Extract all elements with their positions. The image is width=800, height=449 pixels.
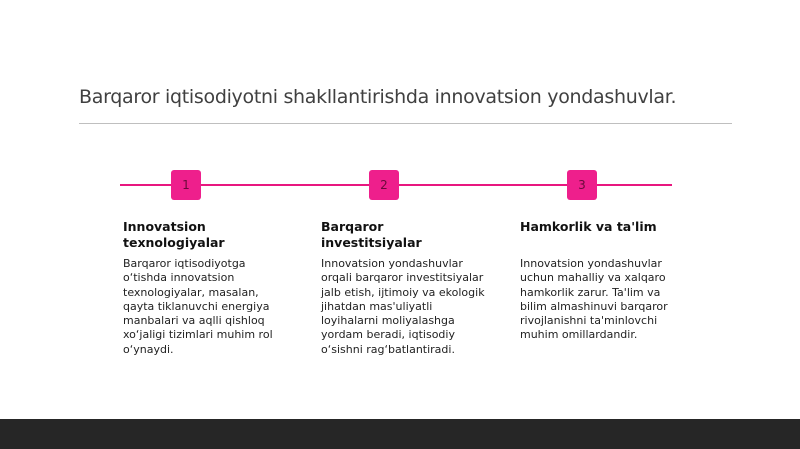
footer-bar [0, 419, 800, 449]
step-column-3 [520, 219, 678, 343]
step-marker-2 [369, 170, 399, 200]
step-number: 3 [578, 178, 586, 192]
step-heading: Hamkorlik va ta'lim [520, 219, 657, 234]
step-column-2 [321, 219, 491, 357]
title-divider [79, 123, 732, 124]
step-column-1 [123, 219, 283, 357]
step-marker-3 [567, 170, 597, 200]
step-description: Barqaror iqtisodiyotga o‘tishda innovatsion texnologiyalar, masalan, qayta tiklanuvchi energiya manbalari va aqlli qishloq xo‘jaligi tizimlari muhim rol o‘ynaydi. [123, 257, 273, 356]
step-marker-1 [171, 170, 201, 200]
slide-title: Barqaror iqtisodiyotni shakllantirishda innovatsion yondashuvlar. [79, 86, 677, 108]
step-description: Innovatsion yondashuvlar orqali barqaror investitsiyalar jalb etish, ijtimoiy va ekologik jihatdan mas'uliyatli loyihalarni moliyalashga yordam beradi, iqtisodiy o‘sishni rag‘batlantiradi. [321, 257, 485, 356]
step-heading: Innovatsion texnologiyalar [123, 219, 225, 250]
step-description: Innovatsion yondashuvlar uchun mahalliy va xalqaro hamkorlik zarur. Ta'lim va bilim almashinuvi barqaror rivojlanishni ta'minlovchi muhim omillardandir. [520, 257, 668, 342]
step-number: 2 [380, 178, 388, 192]
step-heading: Barqaror investitsiyalar [321, 219, 422, 250]
step-number: 1 [182, 178, 190, 192]
